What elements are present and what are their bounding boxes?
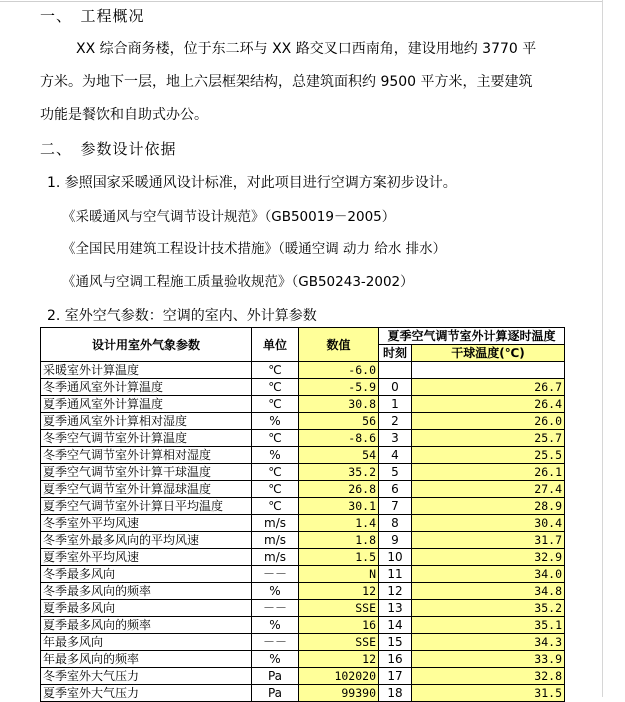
page-top-border	[0, 1, 602, 2]
basis-item-1: 1. 参照国家采暖通风设计标准，对此项目进行空调方案初步设计。	[47, 175, 457, 191]
unit-cell: %	[252, 583, 299, 600]
drybulb-cell: 27.4	[412, 481, 565, 498]
unit-cell: ℃	[252, 362, 299, 379]
param-cell: 夏季空气调节室外计算日平均温度	[41, 498, 252, 515]
unit-cell: －－	[252, 600, 299, 617]
reference-standard-2: 《全国民用建筑工程设计技术措施》（暖通空调 动力 给水 排水）	[62, 241, 447, 257]
value-cell: 1.4	[299, 515, 379, 532]
param-cell: 冬季最多风向	[41, 566, 252, 583]
table-row	[41, 481, 565, 498]
value-cell: 30.8	[299, 396, 379, 413]
value-cell: 12	[299, 583, 379, 600]
unit-cell: %	[252, 413, 299, 430]
overview-paragraph-line2: 方米。为地下一层，地上六层框架结构，总建筑面积约 9500 平方米，主要建筑	[40, 74, 533, 90]
header-drybulb: 干球温度(℃)	[412, 345, 565, 362]
param-cell: 夏季室外大气压力	[41, 685, 252, 702]
drybulb-cell: 34.0	[412, 566, 565, 583]
value-cell: -6.0	[299, 362, 379, 379]
unit-cell: m/s	[252, 532, 299, 549]
hour-cell: 17	[379, 668, 412, 685]
value-cell: 102020	[299, 668, 379, 685]
value-cell: 54	[299, 447, 379, 464]
unit-cell: %	[252, 651, 299, 668]
hour-cell: 14	[379, 617, 412, 634]
hour-cell: 11	[379, 566, 412, 583]
header-value: 数值	[299, 328, 379, 362]
value-cell: SSE	[299, 634, 379, 651]
value-cell: 99390	[299, 685, 379, 702]
table-row	[41, 566, 565, 583]
value-cell: 16	[299, 617, 379, 634]
hour-cell: 3	[379, 430, 412, 447]
section-heading-overview: 一、 工程概况	[40, 7, 145, 25]
param-cell: 夏季最多风向的频率	[41, 617, 252, 634]
value-cell: 35.2	[299, 464, 379, 481]
hour-cell: 13	[379, 600, 412, 617]
hour-cell: 0	[379, 379, 412, 396]
drybulb-cell: 32.9	[412, 549, 565, 566]
drybulb-cell: 26.7	[412, 379, 565, 396]
hour-cell: 5	[379, 464, 412, 481]
drybulb-cell: 35.2	[412, 600, 565, 617]
table-row	[41, 549, 565, 566]
table-row	[41, 668, 565, 685]
table-row	[41, 634, 565, 651]
param-cell: 冬季空气调节室外计算温度	[41, 430, 252, 447]
param-cell: 采暖室外计算温度	[41, 362, 252, 379]
drybulb-cell: 26.4	[412, 396, 565, 413]
outdoor-parameters-table	[40, 327, 565, 702]
table-row	[41, 651, 565, 668]
drybulb-cell: 30.4	[412, 515, 565, 532]
unit-cell: ℃	[252, 379, 299, 396]
table-row	[41, 396, 565, 413]
unit-cell: m/s	[252, 549, 299, 566]
table-row	[41, 362, 565, 379]
drybulb-cell: 26.0	[412, 413, 565, 430]
hour-cell: 10	[379, 549, 412, 566]
reference-standard-3: 《通风与空调工程施工质量验收规范》（GB50243-2002）	[62, 274, 414, 290]
drybulb-cell: 35.1	[412, 617, 565, 634]
param-cell: 夏季室外平均风速	[41, 549, 252, 566]
hour-cell: 4	[379, 447, 412, 464]
unit-cell: %	[252, 617, 299, 634]
value-cell: -8.6	[299, 430, 379, 447]
param-cell: 夏季最多风向	[41, 600, 252, 617]
unit-cell: m/s	[252, 515, 299, 532]
table-header-row	[41, 328, 565, 345]
unit-cell: －－	[252, 634, 299, 651]
drybulb-cell: 33.9	[412, 651, 565, 668]
drybulb-cell: 34.8	[412, 583, 565, 600]
value-cell: 1.5	[299, 549, 379, 566]
header-unit: 单位	[252, 328, 299, 362]
value-cell: 30.1	[299, 498, 379, 515]
header-hour: 时刻	[379, 345, 412, 362]
overview-paragraph-line1: XX 综合商务楼，位于东二环与 XX 路交叉口西南角，建设用地约 3770 平	[76, 41, 537, 57]
table-row	[41, 447, 565, 464]
drybulb-cell: 31.7	[412, 532, 565, 549]
unit-cell: －－	[252, 566, 299, 583]
section-heading-design-basis: 二、 参数设计依据	[40, 140, 177, 158]
table-row	[41, 430, 565, 447]
param-cell: 冬季室外最多风向的平均风速	[41, 532, 252, 549]
param-cell: 夏季通风室外计算相对湿度	[41, 413, 252, 430]
basis-item-2: 2. 室外空气参数：空调的室内、外计算参数	[47, 308, 317, 324]
hour-cell: 8	[379, 515, 412, 532]
drybulb-cell: 25.7	[412, 430, 565, 447]
unit-cell: Pa	[252, 668, 299, 685]
param-cell: 冬季最多风向的频率	[41, 583, 252, 600]
hour-cell: 7	[379, 498, 412, 515]
value-cell: -5.9	[299, 379, 379, 396]
value-cell: N	[299, 566, 379, 583]
reference-standard-1: 《采暖通风与空气调节设计规范》（GB50019－2005）	[62, 209, 396, 225]
param-cell: 年最多风向	[41, 634, 252, 651]
value-cell: 26.8	[299, 481, 379, 498]
table-row	[41, 379, 565, 396]
param-cell: 冬季通风室外计算温度	[41, 379, 252, 396]
unit-cell: ℃	[252, 430, 299, 447]
drybulb-cell: 32.8	[412, 668, 565, 685]
table-row	[41, 600, 565, 617]
header-param: 设计用室外气象参数	[41, 328, 252, 362]
hour-cell: 1	[379, 396, 412, 413]
table-row	[41, 464, 565, 481]
drybulb-cell: 25.5	[412, 447, 565, 464]
unit-cell: ℃	[252, 498, 299, 515]
param-cell: 冬季室外平均风速	[41, 515, 252, 532]
drybulb-cell: 26.1	[412, 464, 565, 481]
drybulb-cell-empty	[412, 362, 565, 379]
unit-cell: ℃	[252, 464, 299, 481]
param-cell: 年最多风向的频率	[41, 651, 252, 668]
param-cell: 冬季空气调节室外计算相对湿度	[41, 447, 252, 464]
unit-cell: ℃	[252, 481, 299, 498]
unit-cell: Pa	[252, 685, 299, 702]
hour-cell: 12	[379, 583, 412, 600]
drybulb-cell: 34.3	[412, 634, 565, 651]
hour-cell-empty	[379, 362, 412, 379]
table-row	[41, 617, 565, 634]
drybulb-cell: 31.5	[412, 685, 565, 702]
value-cell: 1.8	[299, 532, 379, 549]
drybulb-cell: 28.9	[412, 498, 565, 515]
param-cell: 夏季空气调节室外计算湿球温度	[41, 481, 252, 498]
hour-cell: 16	[379, 651, 412, 668]
table-row	[41, 583, 565, 600]
header-summer-hourly: 夏季空气调节室外计算逐时温度	[379, 328, 565, 345]
table-row	[41, 413, 565, 430]
hour-cell: 9	[379, 532, 412, 549]
value-cell: 12	[299, 651, 379, 668]
table-row	[41, 532, 565, 549]
table-row	[41, 685, 565, 702]
hour-cell: 6	[379, 481, 412, 498]
hour-cell: 15	[379, 634, 412, 651]
param-cell: 夏季通风室外计算温度	[41, 396, 252, 413]
unit-cell: %	[252, 447, 299, 464]
table-row	[41, 498, 565, 515]
hour-cell: 2	[379, 413, 412, 430]
page-right-border	[602, 0, 603, 697]
overview-paragraph-line3: 功能是餐饮和自助式办公。	[40, 107, 208, 123]
value-cell: 56	[299, 413, 379, 430]
param-cell: 冬季室外大气压力	[41, 668, 252, 685]
param-cell: 夏季空气调节室外计算干球温度	[41, 464, 252, 481]
value-cell: SSE	[299, 600, 379, 617]
hour-cell: 18	[379, 685, 412, 702]
table-row	[41, 515, 565, 532]
unit-cell: ℃	[252, 396, 299, 413]
